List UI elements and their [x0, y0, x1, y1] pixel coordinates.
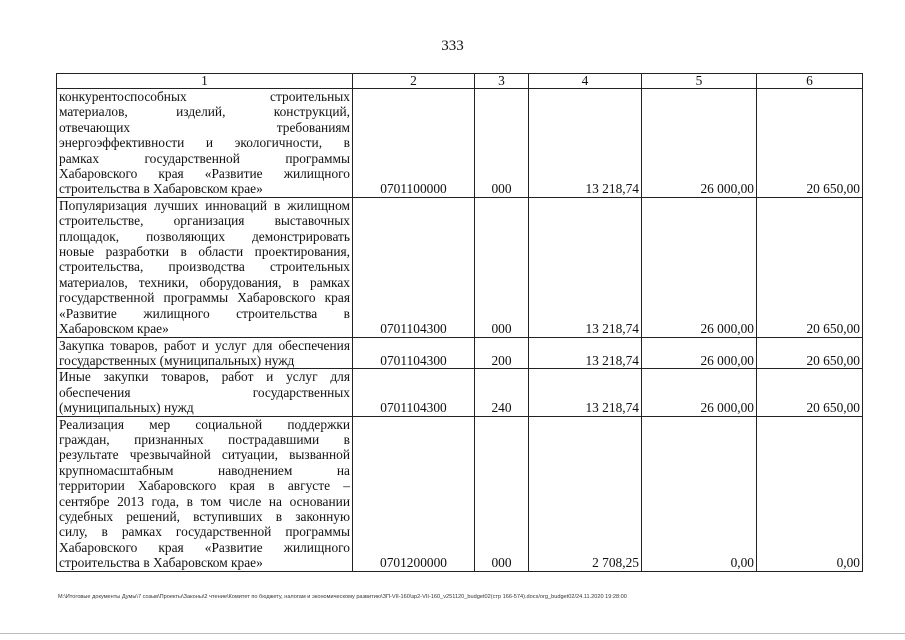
description-line: отвечающих требованиям: [59, 119, 350, 135]
header-col-1: 1: [57, 74, 353, 89]
description-line: результате чрезвычайной ситуации, вызванной: [59, 447, 350, 463]
description-line: государственных (муниципальных) нужд: [59, 352, 295, 368]
row-value-col4: 13 218,74: [529, 89, 642, 198]
header-col-4: 4: [529, 74, 642, 89]
description-line: материалов, техники, оборудования, в рамках: [59, 274, 350, 290]
description-line: силу, в рамках государственной программы: [59, 524, 350, 540]
row-expense-type: 240: [475, 369, 529, 416]
description-line: Иные закупки товаров, работ и услуг для: [59, 369, 350, 385]
description-line: Хабаровского края «Развитие жилищного: [59, 166, 350, 182]
row-target-code: 0701200000: [353, 416, 475, 571]
row-value-col6: 20 650,00: [757, 337, 863, 369]
table-row: [57, 337, 863, 369]
description-line: строительства в Хабаровском крае»: [59, 555, 263, 571]
description-line: судебных решений, вступивших в законную: [59, 508, 350, 524]
table-header-row: [57, 74, 863, 89]
description-line: Реализация мер социальной поддержки: [59, 416, 350, 432]
description-line: Закупка товаров, работ и услуг для обеспечения: [59, 337, 350, 353]
row-value-col6: 20 650,00: [757, 89, 863, 198]
description-line: новые разработки в области проектирования,: [59, 244, 350, 260]
row-value-col6: 20 650,00: [757, 197, 863, 337]
table-row: [57, 369, 863, 416]
row-value-col4: 2 708,25: [529, 416, 642, 571]
row-value-col6: 20 650,00: [757, 369, 863, 416]
row-value-col5: 26 000,00: [642, 369, 757, 416]
description-line: строительстве, организация выставочных: [59, 213, 350, 229]
row-value-col5: 0,00: [642, 416, 757, 571]
row-description: [57, 197, 353, 337]
header-col-5: 5: [642, 74, 757, 89]
row-expense-type: 000: [475, 197, 529, 337]
row-value-col4: 13 218,74: [529, 197, 642, 337]
description-line: материалов, изделий, конструкций,: [59, 104, 350, 120]
page-number: 333: [441, 38, 464, 54]
description-line: сентябре 2013 года, в том числе на основании: [59, 493, 350, 509]
row-expense-type: 200: [475, 337, 529, 369]
header-col-6: 6: [757, 74, 863, 89]
description-line: обеспечения государственных: [59, 384, 350, 400]
scan-edge-line: [0, 633, 905, 634]
description-line: (муниципальных) нужд: [59, 400, 194, 416]
table-row: [57, 416, 863, 571]
description-line: Популяризация лучших инноваций в жилищном: [59, 197, 350, 213]
row-value-col5: 26 000,00: [642, 89, 757, 198]
row-value-col4: 13 218,74: [529, 369, 642, 416]
row-target-code: 0701104300: [353, 369, 475, 416]
description-line: государственной программы Хабаровского края: [59, 290, 350, 306]
footer-file-path: M:\Итоговые документы Думы\7 созыв\Проекты\Законы\2 чтение\Комитет по бюджету, налогам и экономическому развитию\ЗП-VII-160\зр2-VII-160_v251120_budget02(стр 166-574).docx/org_budget02/24.11.2020 19:28:00: [58, 594, 627, 600]
row-value-col4: 13 218,74: [529, 337, 642, 369]
row-value-col5: 26 000,00: [642, 337, 757, 369]
description-line: Хабаровского края «Развитие жилищного: [59, 539, 350, 555]
header-col-2: 2: [353, 74, 475, 89]
description-line: «Развитие жилищного строительства в: [59, 305, 350, 321]
description-line: строительства в Хабаровском крае»: [59, 181, 263, 197]
table-body: [57, 74, 863, 572]
row-target-code: 0701100000: [353, 89, 475, 198]
row-value-col5: 26 000,00: [642, 197, 757, 337]
row-target-code: 0701104300: [353, 197, 475, 337]
description-line: энергоэффективности и экологичности, в: [59, 135, 350, 151]
description-line: граждан, признанных пострадавшими в: [59, 431, 350, 447]
description-line: Хабаровском крае»: [59, 321, 169, 337]
row-description: [57, 337, 353, 369]
row-target-code: 0701104300: [353, 337, 475, 369]
row-expense-type: 000: [475, 89, 529, 198]
header-col-3: 3: [475, 74, 529, 89]
row-description: [57, 416, 353, 571]
table-row: [57, 197, 863, 337]
description-line: крупномасштабным наводнением на: [59, 462, 350, 478]
description-line: рамках государственной программы: [59, 150, 350, 166]
description-line: конкурентоспособных строительных: [59, 89, 350, 104]
row-description: [57, 369, 353, 416]
budget-table: [56, 73, 863, 572]
row-description: [57, 89, 353, 198]
description-line: площадок, позволяющих демонстрировать: [59, 228, 350, 244]
table-row: [57, 89, 863, 198]
row-value-col6: 0,00: [757, 416, 863, 571]
row-expense-type: 000: [475, 416, 529, 571]
description-line: территории Хабаровского края в августе –: [59, 478, 350, 494]
description-line: строительства, производства строительных: [59, 259, 350, 275]
